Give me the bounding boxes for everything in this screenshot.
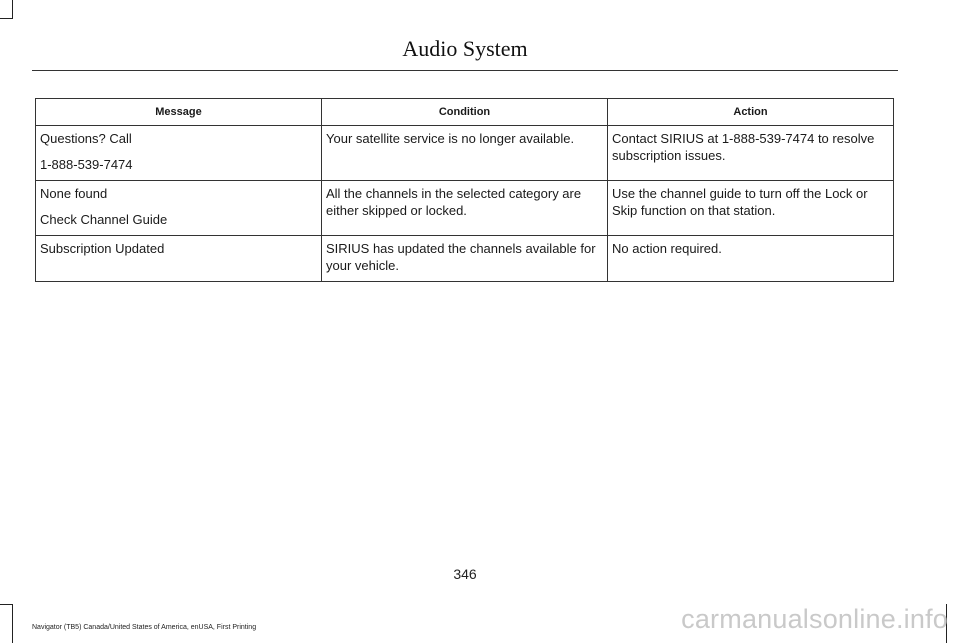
condition-cell: Your satellite service is no longer available.: [322, 126, 608, 181]
table-header-row: [36, 99, 894, 126]
condition-cell: All the channels in the selected category are either skipped or locked.: [322, 181, 608, 236]
page-number: 346: [453, 566, 477, 582]
watermark-text: carmanualsonline.info: [681, 604, 948, 634]
message-cell: [36, 126, 322, 181]
message-line: Check Channel Guide: [40, 212, 168, 227]
message-line: Subscription Updated: [40, 241, 165, 256]
table-row: [36, 126, 894, 181]
column-header-condition: Condition: [322, 99, 608, 126]
footer-text: Navigator (TB5) Canada/United States of America, enUSA, First Printing: [32, 624, 257, 631]
message-cell: [36, 236, 322, 282]
table-row: [36, 181, 894, 236]
message-line: 1-888-539-7474: [40, 157, 133, 172]
title-divider: [32, 70, 898, 71]
crop-mark-bottom-left-horizontal: [0, 604, 13, 605]
message-line: Questions? Call: [40, 131, 132, 146]
message-table: [35, 98, 894, 282]
table-row: [36, 236, 894, 282]
message-cell: [36, 181, 322, 236]
crop-mark-bottom-left-vertical: [12, 604, 13, 643]
column-header-action: Action: [608, 99, 894, 126]
action-cell: No action required.: [608, 236, 894, 282]
page-title: Audio System: [402, 36, 528, 61]
crop-mark-top-left-horizontal: [0, 18, 13, 19]
crop-mark-top-left-vertical: [12, 0, 13, 18]
message-line: None found: [40, 186, 108, 201]
condition-cell: SIRIUS has updated the channels available for your vehicle.: [322, 236, 608, 282]
action-cell: Contact SIRIUS at 1-888-539-7474 to resolve subscription issues.: [608, 126, 894, 181]
column-header-message: Message: [36, 99, 322, 126]
action-cell: Use the channel guide to turn off the Lock or Skip function on that station.: [608, 181, 894, 236]
